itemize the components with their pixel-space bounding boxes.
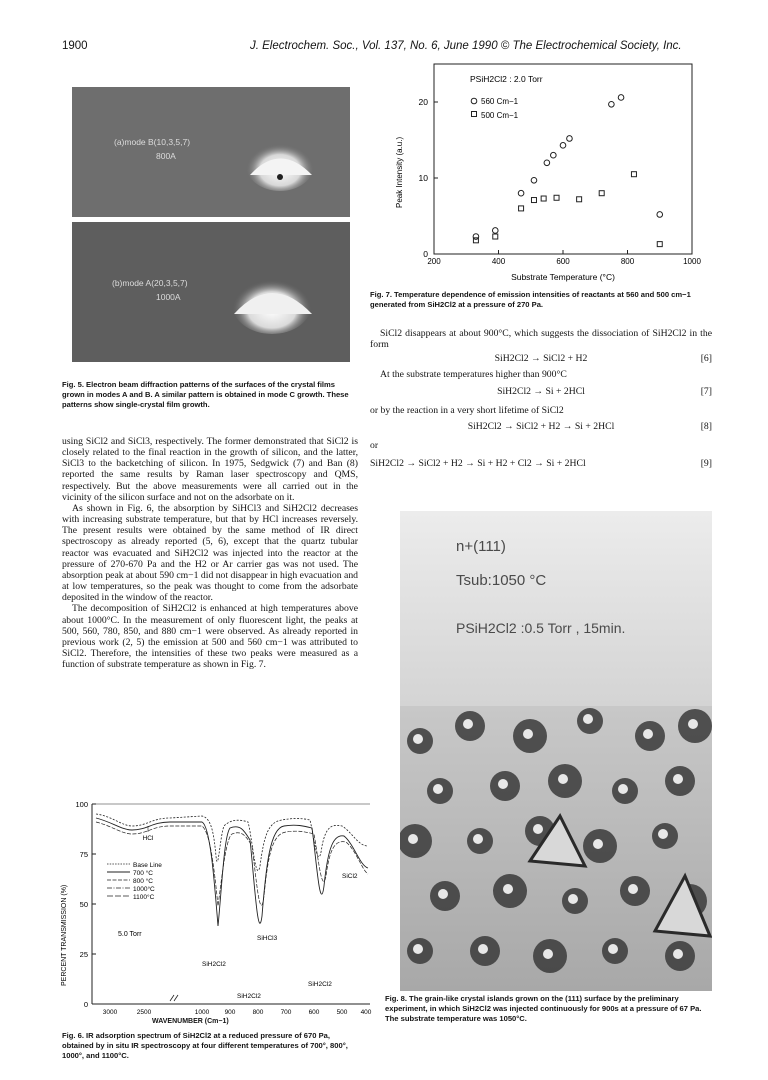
crystal-island-highlight: [463, 719, 473, 729]
fig7-plot-frame: [434, 64, 692, 254]
fig6-ytick-100: 100: [75, 800, 88, 809]
crystal-island-highlight: [608, 944, 618, 954]
fig6-ytick-75: 75: [79, 850, 88, 859]
fig5-label-a2: 800A: [156, 151, 176, 161]
crystal-island-highlight: [533, 824, 543, 834]
fig7-legend-marker-500: [472, 112, 477, 117]
fig6-ir-spectrum: [52, 796, 372, 1016]
crystal-island-highlight: [473, 834, 483, 844]
fig6-annot-hcl: HCl: [142, 835, 154, 842]
fig6-xtick-400: 400: [360, 1009, 372, 1016]
crystal-island-highlight: [438, 889, 448, 899]
crystal-island-highlight: [628, 884, 638, 894]
crystal-island-highlight: [558, 774, 568, 784]
fig8-label-3: PSiH2Cl2 :0.5 Torr , 15min.: [456, 620, 626, 636]
fig6-xtick-3000: 3000: [102, 1009, 118, 1016]
fig7-point-500: [519, 206, 524, 211]
fig7-legend-560: 560 Cm−1: [481, 97, 519, 106]
equation-7-body: SiH2Cl2 → Si + 2HCl: [497, 386, 585, 397]
fig7-point-500: [599, 191, 604, 196]
fig6-ytick-25: 25: [79, 950, 88, 959]
page-number: 1900: [62, 40, 88, 52]
fig6-annot-sih2cl2-a: SiH2Cl2: [202, 961, 226, 968]
fig6-pressure-label: 5.0 Torr: [118, 931, 142, 938]
fig7-legend-marker-560: [471, 98, 477, 104]
fig7-xtick-label: 800: [620, 257, 635, 266]
right-text-p3: or by the reaction in a very short lifetime of SiCl2: [370, 405, 564, 416]
left-paragraph-2: As shown in Fig. 6, the absorption by SiHCl3 and SiH2Cl2 decreases with increasing substrate temperature, but that by HCl increases reversely. The present results were obtained by the same method of IR direct spectroscopy as already reported (5, 6), except that the quartz tubular reactor was evacuated and SiH2Cl2 was injected into the reactor at the pressure of 270-670 Pa and the H2 or Ar carrier gas was not used. The absorption peak at about 590 cm−1 did not disappear in high evacuation and at low temperatures, so the peak was thought to come from the adsorbate deposited in the window of the reactor.: [62, 502, 359, 604]
fig5-caption: Fig. 5. Electron beam diffraction patterns of the surfaces of the crystal films grown in modes A and B. A similar pattern is obtained in mode C growth. These patterns show single-crystal film growth.: [62, 380, 349, 410]
fig6-legend-800: 800 °C: [133, 878, 153, 885]
fig6-y-ticks: [75, 800, 96, 1009]
fig6-legend-1000: 1000°C: [133, 886, 155, 893]
fig7-point-560: [551, 152, 557, 158]
fig7-point-560: [560, 143, 566, 149]
fig7-point-560: [609, 101, 615, 107]
fig6-annot-sicl2: SiCl2: [342, 873, 358, 880]
crystal-island-highlight: [688, 719, 698, 729]
fig5-photo-a: [72, 87, 350, 217]
fig7-ylabel: Peak Intensity (a.u.): [395, 136, 404, 208]
fig5-photo-b: [72, 222, 350, 362]
fig7-point-500: [577, 197, 582, 202]
crystal-island-highlight: [583, 714, 593, 724]
fig6-ytick-50: 50: [79, 900, 88, 909]
equation-8: [370, 421, 712, 435]
fig7-legend: [471, 97, 518, 120]
fig7-point-560: [618, 95, 624, 101]
fig7-ytick-label: 0: [423, 249, 428, 259]
crystal-island-highlight: [478, 944, 488, 954]
fig6-ytick-0: 0: [83, 1000, 88, 1009]
right-text-p2: At the substrate temperatures higher than 900°C: [380, 369, 567, 380]
fig7-point-560: [518, 190, 524, 196]
fig6-axis-break: [170, 995, 178, 1001]
fig8-caption: Fig. 8. The grain-like crystal islands grown on the (111) surface by the preliminary experiment, in which SiH2Cl2 was injected continuously for 900s at a pressure of 67 Pa. The substrate temperature was 1050°C.: [385, 994, 702, 1024]
equation-6-body: SiH2Cl2 → SiCl2 + H2: [494, 353, 588, 364]
fig6-xtick-700: 700: [280, 1009, 292, 1016]
fig7-point-500: [554, 195, 559, 200]
fig7-point-560: [567, 136, 573, 142]
equation-7-number: [7]: [700, 386, 712, 397]
fig6-xlabel: WAVENUMBER (Cm−1): [152, 1018, 229, 1025]
fig7-title: PSiH2Cl2 : 2.0 Torr: [470, 74, 543, 84]
equation-9: [370, 458, 712, 472]
fig7-xtick-label: 400: [491, 257, 506, 266]
fig7-svg: [388, 58, 718, 288]
equation-8-body: SiH2Cl2 → SiCl2 + H2 → Si + 2HCl: [467, 421, 615, 432]
fig7-xtick-label: 1000: [683, 257, 701, 266]
crystal-island-highlight: [643, 729, 653, 739]
crystal-island-highlight: [503, 884, 513, 894]
fig7-point-500: [631, 172, 636, 177]
fig6-xtick-500: 500: [336, 1009, 348, 1016]
fig7-caption: Fig. 7. Temperature dependence of emission intensities of reactants at 560 and 500 cm−1 generated from SiH2Cl2 at a pressure of 270 Pa.: [370, 290, 691, 310]
equation-6-number: [6]: [700, 353, 712, 364]
fig6-xtick-800: 800: [252, 1009, 264, 1016]
right-paragraph-1: [370, 328, 712, 350]
fig8-label-2: Tsub:1050 °C: [456, 572, 547, 589]
journal-header: J. Electrochem. Soc., Vol. 137, No. 6, June 1990 © The Electrochemical Society, Inc.: [250, 40, 682, 52]
equation-9-body: SiH2Cl2 → SiCl2 + H2 → Si + H2 + Cl2 → Si + 2HCl: [370, 458, 586, 469]
fig6-legend: [107, 862, 162, 901]
crystal-island-highlight: [413, 944, 423, 954]
crystal-island-highlight: [568, 894, 578, 904]
fig5-label-b1: (b)mode A(20,3,5,7): [112, 278, 188, 288]
fig6-annot-sihcl3: SiHCl3: [257, 935, 278, 942]
fig7-point-560: [544, 160, 550, 166]
crystal-island-highlight: [618, 784, 628, 794]
left-column-text: [62, 436, 358, 670]
left-paragraph-1: using SiCl2 and SiCl3, respectively. The former demonstrated that SiCl2 is closely related to the final reaction in the growth of silicon, and the latter, SiCl3 to the backetching of silicon. In 1975, Sedgwick (7) and Ban (8) reported the same results by Raman laser spectroscopy and QMS, respectively. But the above measurements were all carried out in the vicinity of the silicon surface and not on the adsorbate on it.: [62, 436, 358, 503]
fig6-legend-700: 700 °C: [133, 870, 153, 877]
fig6-svg: [52, 796, 372, 1016]
fig6-xtick-600: 600: [308, 1009, 320, 1016]
fig7-point-560: [492, 228, 498, 234]
crystal-island-highlight: [543, 949, 553, 959]
equation-7: [370, 386, 712, 400]
crystal-island-highlight: [413, 734, 423, 744]
crystal-island-highlight: [498, 779, 508, 789]
fig6-ylabel: PERCENT TRANSMISSION (%): [61, 884, 68, 986]
crystal-island-highlight: [673, 774, 683, 784]
right-text-p1: SiCl2 disappears at about 900°C, which suggests the dissociation of SiH2Cl2 in the form: [370, 328, 712, 351]
fig7-xtick-label: 200: [427, 257, 441, 266]
fig7-point-500: [657, 242, 662, 247]
fig6-caption: Fig. 6. IR adsorption spectrum of SiH2Cl2 at a reduced pressure of 670 Pa, obtained by in situ IR spectroscopy at four different temperatures of 700°, 800°, 1000°, and 1100°C.: [62, 1031, 348, 1061]
equation-6: [370, 353, 712, 367]
fig7-point-500: [493, 234, 498, 239]
fig8-label-area: [400, 511, 712, 706]
fig6-xtick-1000: 1000: [194, 1009, 210, 1016]
fig7-point-560: [657, 212, 663, 218]
fig7-ytick-label: 10: [418, 173, 428, 183]
fig6-xtick-2500: 2500: [136, 1009, 152, 1016]
fig6-annot-sih2cl2-b: SiH2Cl2: [237, 993, 261, 1000]
fig7-xtick-label: 600: [556, 257, 570, 266]
fig8-label-1: n+(111): [456, 538, 506, 555]
right-text-or: or: [370, 440, 379, 451]
left-paragraph-3: The decomposition of SiH2Cl2 is enhanced at high temperatures above about 1000°C. In the measurement of only fluorescent light, the peaks at 500, 560, 780, 850, and 880 cm−1 were observed. As already reported in previous work (2, 5) the emission at 500 and 560 cm−1 was attributed to SiCl2. Therefore, the intensities of these two peaks were measured as a function of substrate temperature as shown in Fig. 7.: [62, 603, 358, 671]
equation-8-number: [8]: [700, 421, 712, 432]
diffraction-pattern-b: [72, 222, 350, 362]
fig7-point-560: [531, 177, 537, 183]
fig8-photo: [400, 511, 712, 991]
fig7-point-560: [473, 234, 479, 240]
fig7-xlabel: Substrate Temperature (°C): [511, 272, 615, 282]
right-paragraph-3: [370, 405, 712, 416]
crystal-island-highlight: [658, 829, 668, 839]
fig8-svg: [400, 511, 712, 991]
fig7-point-500: [531, 198, 536, 203]
right-paragraph-2: [370, 369, 712, 380]
fig6-xtick-900: 900: [224, 1009, 236, 1016]
fig6-x-ticks: [103, 1009, 372, 1016]
diffraction-pattern-a: [72, 87, 350, 217]
equation-9-number: [9]: [700, 458, 712, 469]
fig6-annot-sih2cl2-c: SiH2Cl2: [308, 981, 332, 988]
crystal-island-highlight: [593, 839, 603, 849]
crystal-island-highlight: [673, 949, 683, 959]
fig7-chart: [388, 58, 718, 288]
crystal-island-highlight: [433, 784, 443, 794]
crystal-island-highlight: [523, 729, 533, 739]
fig7-point-500: [541, 196, 546, 201]
crystal-island-highlight: [408, 834, 418, 844]
fig6-legend-baseline: Base Line: [133, 862, 162, 869]
fig7-legend-500: 500 Cm−1: [481, 111, 519, 120]
fig5-label-b2: 1000A: [156, 292, 181, 302]
fig5-label-a1: (a)mode B(10,3,5,7): [114, 137, 191, 147]
fig7-ytick-label: 20: [418, 97, 428, 107]
fig6-legend-1100: 1100°C: [133, 894, 155, 901]
